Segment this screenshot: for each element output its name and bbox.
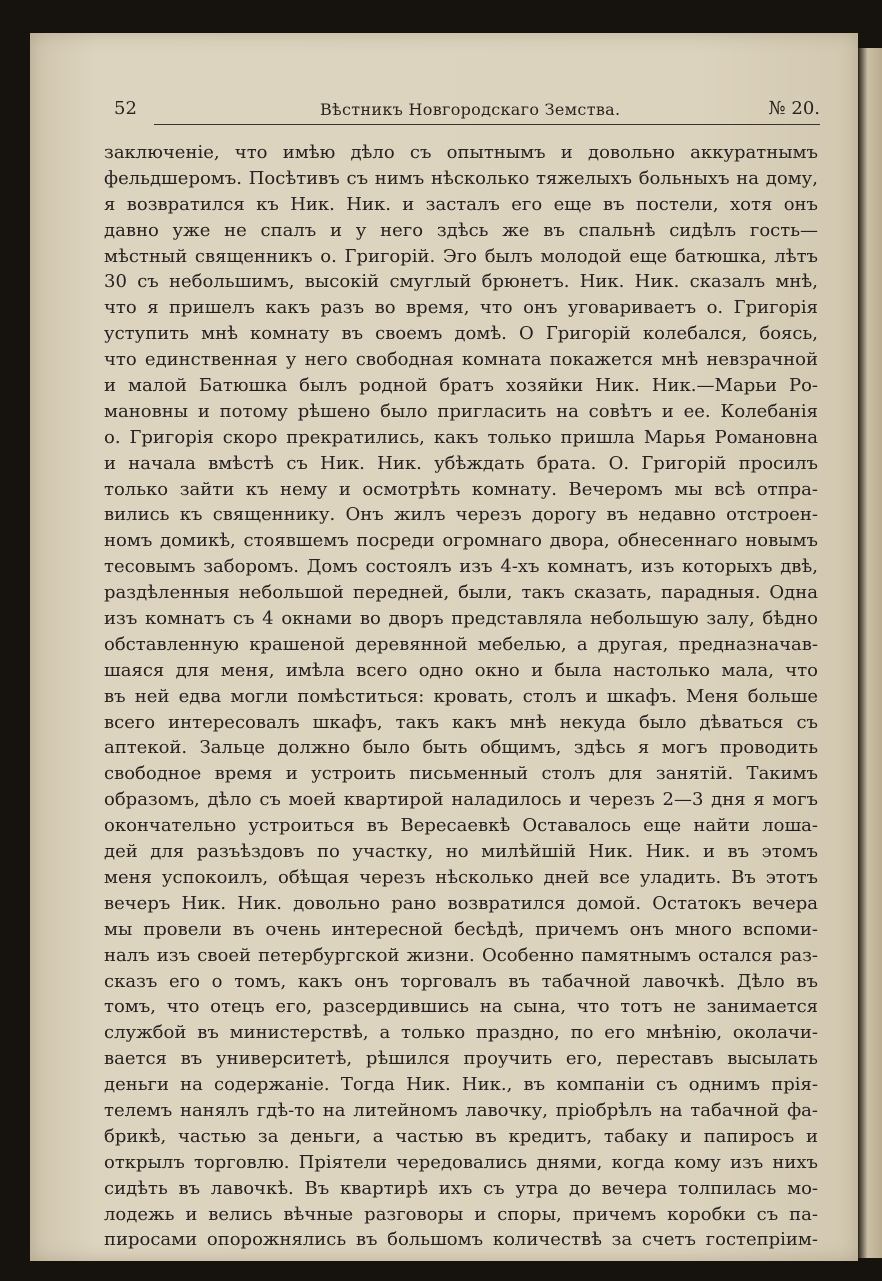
text-line: дей для разъѣздовъ по участку, но милѣйшій Ник. Ник. и въ этомъ: [104, 841, 818, 863]
text-line: окончательно устроиться въ Вересаевкѣ Оставалось еще найти лоша-: [104, 815, 818, 837]
text-line: вились къ священнику. Онъ жилъ черезъ дорогу въ недавно отстроен-: [104, 504, 818, 526]
text-line: мѣстный священникъ о. Григорій. Эго былъ молодой еще батюшка, лѣтъ: [104, 245, 818, 267]
text-line: вается въ университетѣ, рѣшился проучить его, переставъ высылать: [104, 1048, 818, 1070]
text-line: сказъ его о томъ, какъ онъ торговалъ въ табачной лавочкѣ. Дѣло въ: [104, 970, 818, 992]
body-text: [104, 140, 818, 1253]
text-line: пиросами опорожнялись въ большомъ количествѣ за счетъ гостепріим-: [104, 1229, 818, 1251]
text-line: заключеніе, что имѣю дѣло съ опытнымъ и довольно аккуратнымъ: [104, 142, 818, 163]
text-line: и малой Батюшка былъ родной братъ хозяйки Ник. Ник.—Марьи Ро-: [104, 375, 818, 397]
text-line: налъ изъ своей петербургской жизни. Особенно памятнымъ остался раз-: [104, 944, 818, 966]
text-line: уступить мнѣ комнату въ своемъ домѣ. О Григорій колебался, боясь,: [104, 323, 818, 345]
text-line: шаяся для меня, имѣла всего одно окно и была настолько мала, что: [104, 659, 818, 681]
text-line: всего интересовалъ шкафъ, такъ какъ мнѣ некуда было дѣваться съ: [104, 711, 818, 733]
text-line: открылъ торговлю. Пріятели чередовались днями, когда кому изъ нихъ: [104, 1151, 818, 1173]
journal-title: Вѣстникъ Новгородскаго Земства.: [320, 100, 621, 119]
text-line: телемъ нанялъ гдѣ-то на литейномъ лавочку, пріобрѣлъ на табачной фа-: [104, 1099, 818, 1121]
text-line: брикѣ, частью за деньги, а частью въ кредитъ, табаку и папиросъ и: [104, 1125, 818, 1147]
text-line: и начала вмѣстѣ съ Ник. Ник. убѣждать брата. О. Григорій просилъ: [104, 452, 818, 474]
text-line: вечеръ Ник. Ник. довольно рано возвратился домой. Остатокъ вечера: [104, 892, 818, 914]
text-line: обставленную крашеной деревянной мебелью, а другая, предназначав-: [104, 633, 818, 655]
text-line: деньги на содержаніе. Тогда Ник. Ник., въ компаніи съ однимъ прія-: [104, 1074, 818, 1096]
text-line: службой въ министерствѣ, а только праздно, по его мнѣнію, околачи-: [104, 1022, 818, 1044]
page-number: 52: [114, 98, 137, 119]
text-line: что я пришелъ какъ разъ во время, что онъ уговариваетъ о. Григорія: [104, 297, 818, 319]
text-line: тесовымъ заборомъ. Домъ состоялъ изъ 4-хъ комнатъ, изъ которыхъ двѣ,: [104, 556, 818, 578]
issue-number: № 20.: [768, 98, 820, 119]
text-line: только зайти къ нему и осмотрѣть комнату. Вечеромъ мы всѣ отпра-: [104, 478, 818, 500]
text-line: въ ней едва могли помѣститься: кровать, столъ и шкафъ. Меня больше: [104, 685, 818, 707]
text-line: 30 съ небольшимъ, высокій смуглый брюнетъ. Ник. Ник. сказалъ мнѣ,: [104, 271, 818, 293]
header-rule: [154, 124, 820, 125]
page-edge: [858, 48, 882, 1258]
text-line: номъ домикѣ, стоявшемъ посреди огромнаго двора, обнесеннаго новымъ: [104, 530, 818, 552]
running-header: [114, 96, 820, 126]
text-line: о. Григорія скоро прекратились, какъ только пришла Марья Романовна: [104, 426, 818, 448]
text-line: раздѣленныя небольшой передней, были, такъ сказать, парадныя. Одна: [104, 582, 818, 604]
text-line: меня успокоилъ, обѣщая черезъ нѣсколько дней все уладить. Въ этотъ: [104, 866, 818, 888]
text-line: мы провели въ очень интересной бесѣдѣ, причемъ онъ много вспоми-: [104, 918, 818, 940]
text-line: томъ, что отецъ его, разсердившись на сына, что тотъ не занимается: [104, 996, 818, 1018]
text-line: что единственная у него свободная комната покажется мнѣ невзрачной: [104, 349, 818, 371]
text-line: лодежь и велись вѣчные разговоры и споры, причемъ коробки съ па-: [104, 1203, 818, 1225]
text-line: давно уже не спалъ и у него здѣсь же въ спальнѣ сидѣлъ гость—: [104, 219, 818, 241]
text-line: мановны и потому рѣшено было пригласить на совѣтъ и ее. Колебанія: [104, 400, 818, 422]
text-line: сидѣть въ лавочкѣ. Въ квартирѣ ихъ съ утра до вечера толпилась мо-: [104, 1177, 818, 1199]
text-line: аптекой. Зальце должно было быть общимъ, здѣсь я могъ проводить: [104, 737, 818, 759]
text-line: я возвратился къ Ник. Ник. и засталъ его еще въ постели, хотя онъ: [104, 193, 818, 215]
text-line: образомъ, дѣло съ моей квартирой наладилось и черезъ 2—3 дня я могъ: [104, 789, 818, 811]
text-line: изъ комнатъ съ 4 окнами во дворъ представляла небольшую залу, бѣдно: [104, 608, 818, 630]
text-line: фельдшеромъ. Посѣтивъ съ нимъ нѣсколько тяжелыхъ больныхъ на дому,: [104, 167, 818, 189]
text-line: свободное время и устроить письменный столъ для занятій. Такимъ: [104, 763, 818, 785]
